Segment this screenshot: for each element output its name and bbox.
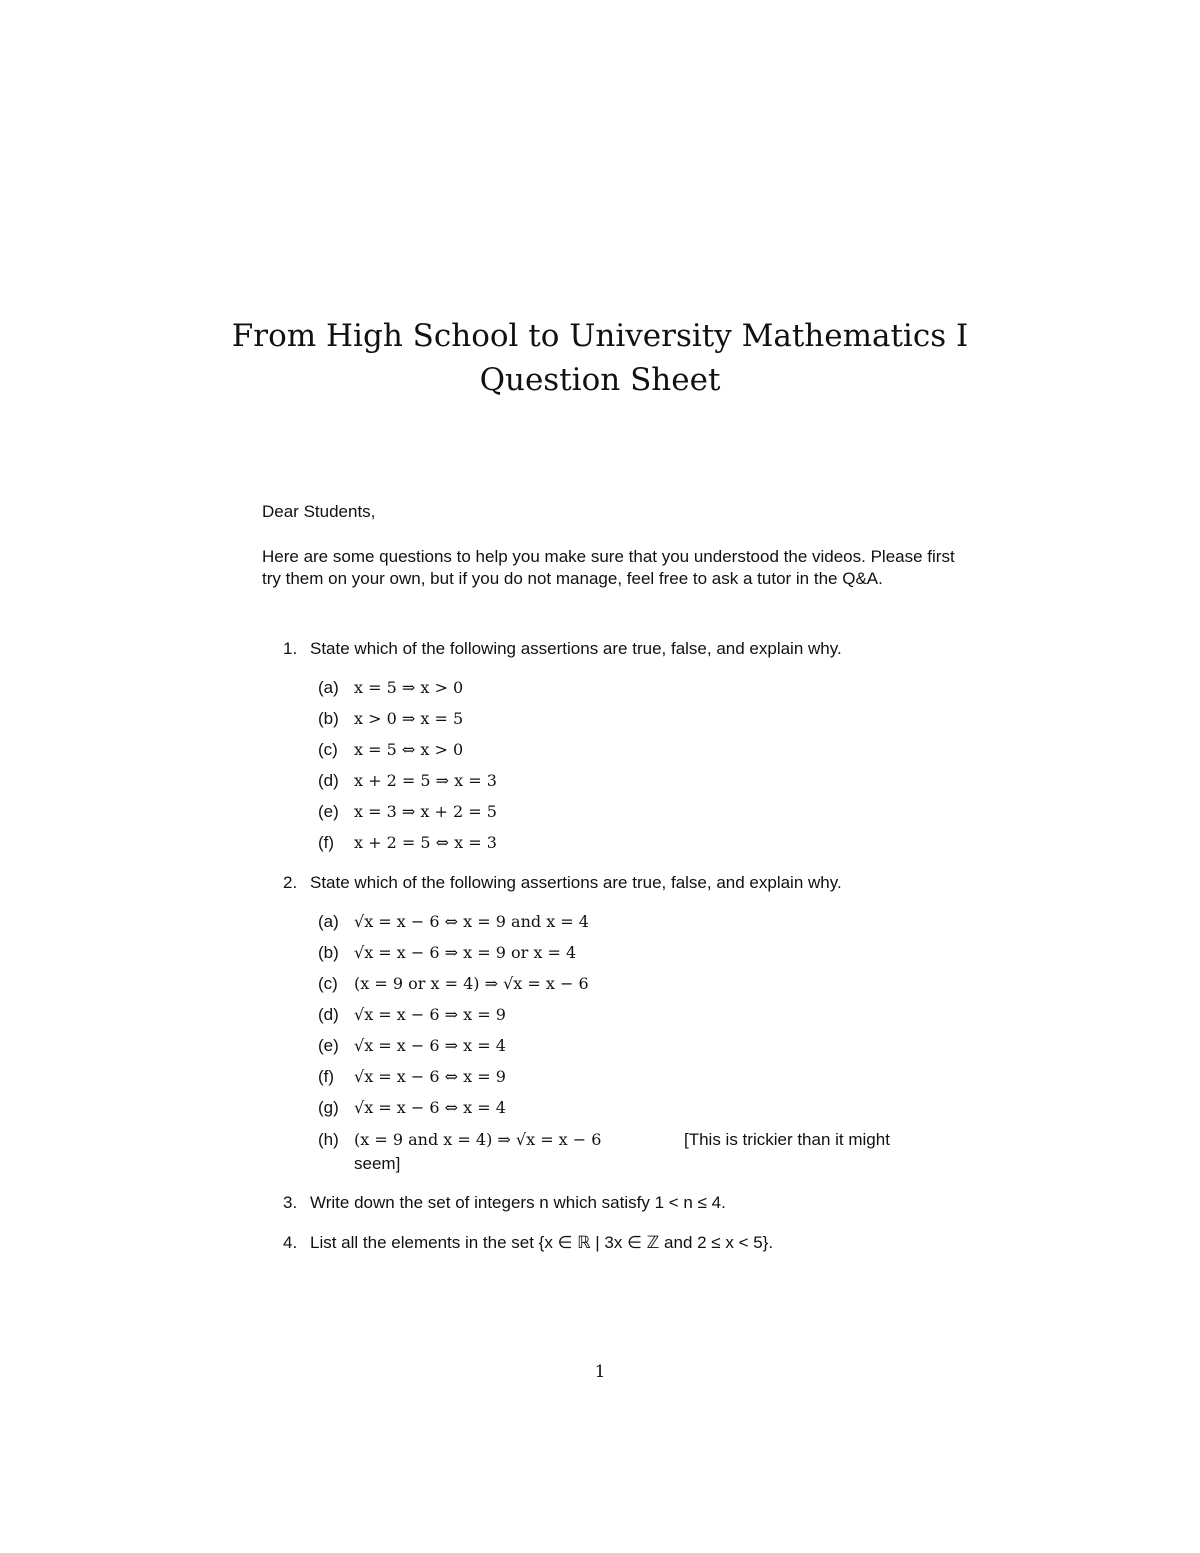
item-math: (x = 9 and x = 4) ⇒ √x = x − 6 — [354, 1130, 602, 1149]
item-math: x + 2 = 5 ⇔ x = 3 — [354, 833, 497, 852]
item-label: (c) — [318, 974, 338, 993]
page-number: 1 — [594, 1362, 606, 1382]
item-label: (c) — [318, 740, 338, 759]
question-number: 3. — [283, 1193, 298, 1212]
item-math: x = 5 ⇔ x > 0 — [354, 740, 464, 759]
item-math: x > 0 ⇒ x = 5 — [354, 709, 464, 728]
item-label: (b) — [318, 943, 339, 962]
document-subtitle: Question Sheet — [479, 362, 721, 398]
question-number: 2. — [283, 873, 298, 892]
item-math: √x = x − 6 ⇔ x = 9 and x = 4 — [354, 912, 589, 931]
hint-note: [This is trickier than it might — [684, 1130, 890, 1149]
item-label: (a) — [318, 912, 339, 931]
item-math: x + 2 = 5 ⇒ x = 3 — [354, 771, 497, 790]
question-text: Write down the set of integers n which satisfy 1 < n ≤ 4. — [310, 1193, 726, 1212]
item-label: (b) — [318, 709, 339, 728]
item-math: x = 5 ⇒ x > 0 — [354, 678, 464, 697]
document-title: From High School to University Mathematics I — [231, 318, 969, 354]
item-label: (d) — [318, 771, 339, 790]
item-math: √x = x − 6 ⇒ x = 9 — [354, 1005, 506, 1024]
item-label: (g) — [318, 1098, 339, 1117]
item-math: (x = 9 or x = 4) ⇒ √x = x − 6 — [354, 974, 589, 993]
item-math: √x = x − 6 ⇒ x = 9 or x = 4 — [354, 943, 577, 962]
question-text: State which of the following assertions are true, false, and explain why. — [310, 873, 842, 892]
item-label: (h) — [318, 1130, 339, 1149]
question-number: 4. — [283, 1233, 298, 1252]
item-math: √x = x − 6 ⇔ x = 9 — [354, 1067, 506, 1086]
item-math: √x = x − 6 ⇔ x = 4 — [354, 1098, 506, 1117]
hint-note-continued: seem] — [354, 1154, 401, 1173]
item-label: (e) — [318, 802, 339, 821]
item-label: (f) — [318, 833, 335, 852]
intro-paragraph: Here are some questions to help you make sure that you understood the videos. Please first try them on your own, but if you do not manage, feel free to ask a tutor in the Q&A. — [262, 547, 955, 588]
item-math: x = 3 ⇒ x + 2 = 5 — [354, 802, 497, 821]
item-label: (f) — [318, 1067, 335, 1086]
question-text: State which of the following assertions are true, false, and explain why. — [310, 639, 842, 658]
item-label: (e) — [318, 1036, 339, 1055]
question-number: 1. — [283, 639, 298, 658]
item-label: (d) — [318, 1005, 339, 1024]
question-text: List all the elements in the set {x ∈ ℝ | 3x ∈ ℤ and 2 ≤ x < 5}. — [310, 1233, 774, 1252]
greeting: Dear Students, — [262, 502, 376, 521]
item-label: (a) — [318, 678, 339, 697]
item-math: √x = x − 6 ⇒ x = 4 — [354, 1036, 506, 1055]
